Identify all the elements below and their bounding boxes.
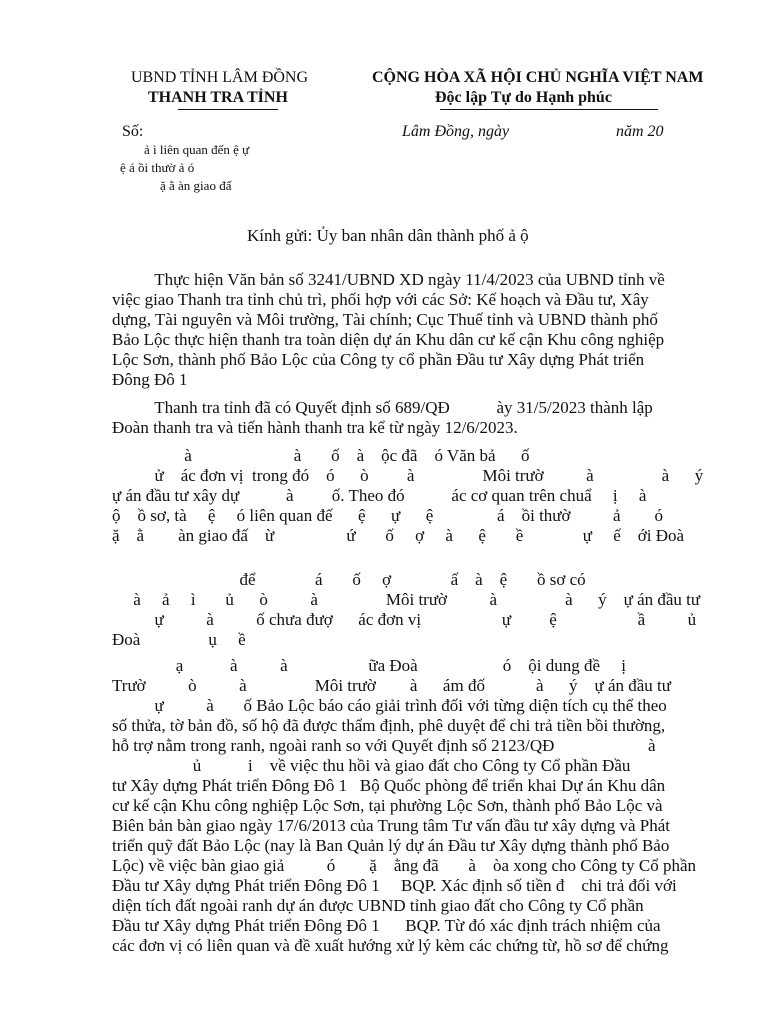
body-line: Lộc Sơn, thành phố Bảo Lộc của Công ty cổ phần Đầu tư Xây dựng Phát triển (112, 350, 645, 369)
body-line: Đoàn thanh tra và tiến hành thanh tra kể từ ngày 12/6/2023. (112, 418, 518, 437)
body-line: ự à ố Bảo Lộc báo cáo giải trình đối với từng diện tích cụ thể theo (112, 696, 667, 715)
issuing-department: THANH TRA TỈNH (148, 89, 288, 106)
body-line: ặ ằ àn giao đấ ừ ứ ố ợ à ệ ề ự ế ới Đoà (112, 526, 685, 545)
body-line: Bảo Lộc thực hiện thanh tra toàn diện dự án Khu dân cư kế cận Khu công nghiệp (112, 330, 665, 349)
body-line: ộ ồ sơ, tà ệ ó liên quan đế ệ ự ệ á ồi thườ ả ó (112, 506, 664, 525)
body-line: Đông Đô 1 (112, 370, 188, 389)
body-line: Đoà ụ ề (112, 630, 246, 649)
body-line: cư kế cận Khu công nghiệp Lộc Sơn, tại phường Lộc Sơn, thành phố Bảo Lộc và (112, 796, 663, 815)
body-line: Thanh tra tỉnh đã có Quyết định số 689/QĐ ày 31/5/2023 thành lập (112, 398, 653, 417)
body-line: dựng, Tài nguyên và Môi trường, Tài chính; Cục Thuế tỉnh và UBND thành phố (112, 310, 658, 329)
body-line: triển quỹ đất Bảo Lộc (nay là Ban Quản lý dự án Đầu tư Xây dựng thành phố Bảo (112, 836, 670, 855)
body-line: để á ố ợ ấ à ệ ồ sơ có (112, 570, 586, 589)
body-line: ủ i về việc thu hồi và giao đất cho Công ty Cổ phần Đầu (112, 756, 631, 775)
document-number-label: Số: (122, 123, 144, 140)
body-line: việc giao Thanh tra tỉnh chủ trì, phối hợp với các Sở: Kế hoạch và Đầu tư, Xây (112, 290, 649, 309)
recipient-line: Kính gửi: Ủy ban nhân dân thành phố ả ộ (247, 226, 529, 245)
date-place: Lâm Đồng, ngày (402, 123, 510, 140)
country-name: CỘNG HÒA XÃ HỘI CHỦ NGHĨA VIỆT NAM (372, 69, 704, 86)
document-subject (120, 141, 249, 195)
body-line: Thực hiện Văn bản số 3241/UBND XD ngày 11/4/2023 của UBND tỉnh về (112, 270, 665, 289)
dept-underline (178, 109, 278, 110)
body-line: Đầu tư Xây dựng Phát triển Đông Đô 1 BQP. Từ đó xác định trách nhiệm của (112, 916, 661, 935)
body-line: à à ố à ộc đã ó Văn bả ố (112, 446, 530, 465)
body-line: ử ác đơn vị trong đó ó ò à Môi trườ à à ý (112, 466, 704, 485)
body-line: ạ à à ữa Đoà ó ội dung đề ị (112, 656, 626, 675)
body-line: Lộc) về việc bàn giao giả ó ặ ằng đã à òa xong cho Công ty Cổ phần (112, 856, 697, 875)
national-motto: Độc lập Tự do Hạnh phúc (435, 89, 612, 106)
body-line: Biên bản bàn giao ngày 17/6/2013 của Trung tâm Tư vấn đầu tư xây dựng và Phát (112, 816, 671, 835)
body-line: các đơn vị có liên quan và đề xuất hướng xử lý kèm các chứng từ, hồ sơ để chứng (112, 936, 669, 955)
date-year: năm 20 (616, 123, 664, 140)
subject-line: ả ì liên quan đến ệ ự (144, 142, 250, 157)
body-line: ự à ố chưa đượ ác đơn vị ự ệ ầ ủ (112, 610, 697, 629)
body-line: Đầu tư Xây dựng Phát triển Đông Đô 1 BQP. Xác định số tiền đ chi trả đối với (112, 876, 677, 895)
subject-line: ệ á ồi thườ ả ó (120, 160, 195, 175)
body-line: diện tích đất ngoài ranh dự án được UBND tỉnh giao đất cho Công ty Cổ phần (112, 896, 644, 915)
subject-line: ặ ằ àn giao đấ (160, 178, 232, 193)
motto-underline (440, 109, 658, 110)
body-line: số thửa, tờ bản đồ, số hộ đã được thẩm định, phê duyệt để chi trả tiền bồi thường, (112, 716, 666, 735)
body-line: à ả ì ủ ò à Môi trườ à à ý ự án đầu tư (112, 590, 701, 609)
body-line: Trườ ò à Môi trườ à ám đố à ý ự án đầu tư (112, 676, 671, 695)
body-line: tư Xây dựng Phát triển Đông Đô 1 Bộ Quốc phòng để triển khai Dự án Khu dân (112, 776, 666, 795)
body-line: hỗ trợ nằm trong ranh, ngoài ranh so với Quyết định số 2123/QĐ à (112, 736, 656, 755)
body-line: ự án đầu tư xây dự à ố. Theo đó ác cơ quan trên chuẩ ị à (112, 486, 647, 505)
issuing-authority: UBND TỈNH LÂM ĐỒNG (131, 69, 309, 86)
